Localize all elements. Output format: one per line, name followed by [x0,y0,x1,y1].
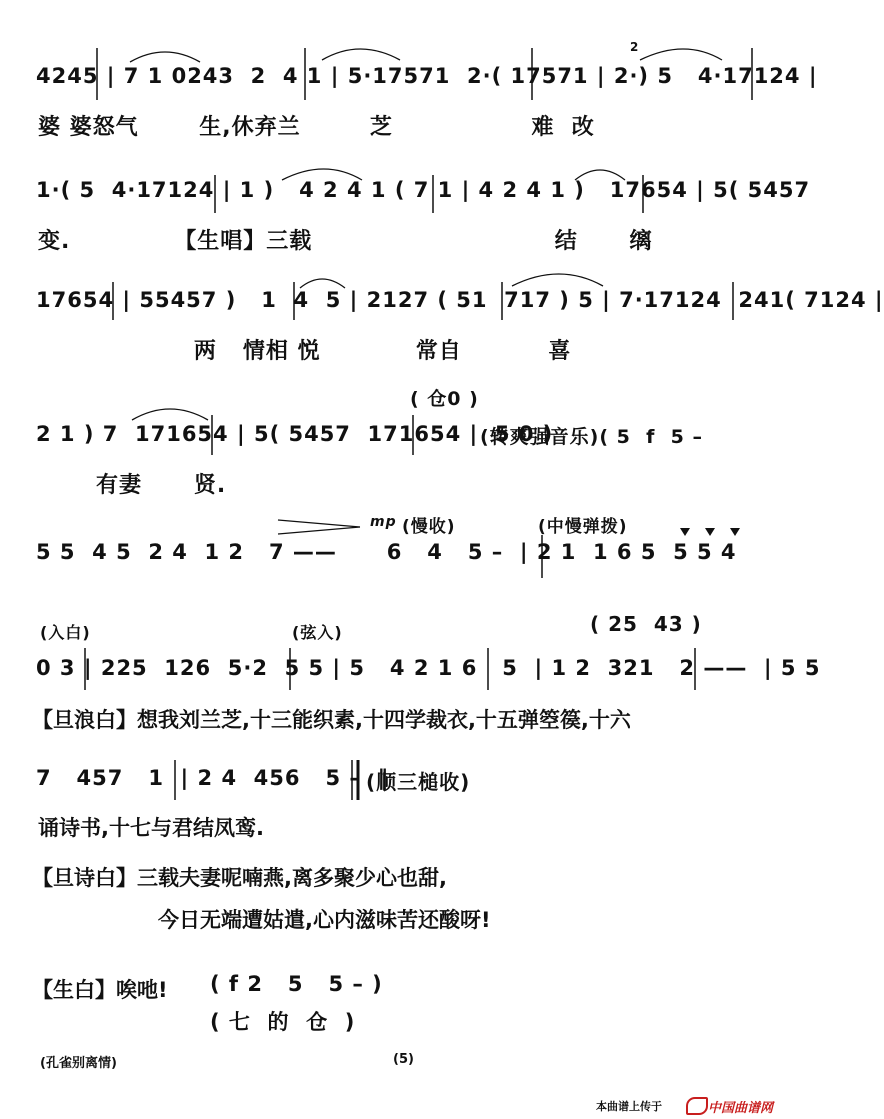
sheng-speech: 【生白】唉吔! [32,978,168,1002]
accent-marks-row-5 [680,528,740,536]
dynamic-mp: mp [370,514,397,530]
site-name: 中国曲谱网 [708,1101,774,1116]
lyric-row-1: 婆 婆怒气 生,休弃兰 芝 难 改 [38,115,595,140]
middle-slow-note: (中慢弹拨) [538,517,628,537]
slow-close-note: (慢收) [402,517,456,537]
notation-row-1: 4245 | 7 1 0243 2 4 1 | 5·17571 2·( 17571 | 2·) 5 4·17124 | [36,64,818,88]
sheng-notation: ( f 2 5 5 – ) [210,972,383,996]
dan-speech-line-1: 【旦浪白】想我刘兰芝,十三能织素,十四学裁衣,十五弹箜篌,十六 [32,708,631,732]
performance-note-row-4: (转爽强音乐)( 5 f 5 – [480,426,703,448]
dan-poem-line-2: 今日无端遭姑遣,心内滋味苦还酸呀! [158,908,491,932]
slurs-row-4 [132,409,208,420]
footer-title: (孔雀别离情) [40,1056,117,1071]
slurs-row-3 [300,274,603,288]
dan-speech-line-2: 诵诗书,十七与君结凤鸾. [38,816,264,840]
lyric-row-3: 两 情相 悦 常自 喜 [38,339,572,364]
bracket-numbers: ( 25 43 ) [590,612,702,636]
notation-row-7: 7 457 1 | 2 4 456 5 – ‖ [36,766,389,790]
grace-note-row-1: 2 [630,40,640,54]
site-logo-icon [686,1097,708,1115]
notation-row-3: 17654 | 55457 ) 1 4 5 | 2127 ( 51 717 ) 5 | 7·17124 241( 7124 | [36,288,884,312]
sheng-percussion: ( 七 的 仓 ) [210,1010,356,1034]
page-number: (5) [393,1052,414,1067]
strings-enter-note: (弦入) [292,623,343,642]
notation-row-5: 5 5 4 5 2 4 1 2 7 —— 6 4 5 – | 2 1 1 6 5 5 5 4 [36,540,737,564]
hairpin-row-5 [278,520,360,534]
notation-row-2: 1·( 5 4·17124 | 1 ) 4 2 4 1 ( 7 1 | 4 2 4 1 ) 17654 | 5( 5457 [36,178,811,202]
notation-row-6: 0 3 | 225 126 5·2 5 5 | 5 4 2 1 6 5 | 1 2 321 2 —— | 5 5 [36,656,821,680]
lyric-row-4: 有妻 贤. [70,473,227,498]
above-bracket-row-4: ( 仓0 ) [410,388,479,410]
notation-row-4: 2 1 ) 7 171654 | 5( 5457 171654 | 5 0 ) [36,422,554,446]
lyric-row-2: 变. 【生唱】三载 结 缡 [38,229,653,254]
dan-poem-line-1: 【旦诗白】三载夫妻呢喃燕,离多聚少心也甜, [32,866,447,890]
upload-credit: 本曲谱上传于 [596,1100,662,1113]
enter-speech-note: (入白) [40,623,91,642]
shun-san-chui-note: (顺三槌收) [366,770,471,794]
